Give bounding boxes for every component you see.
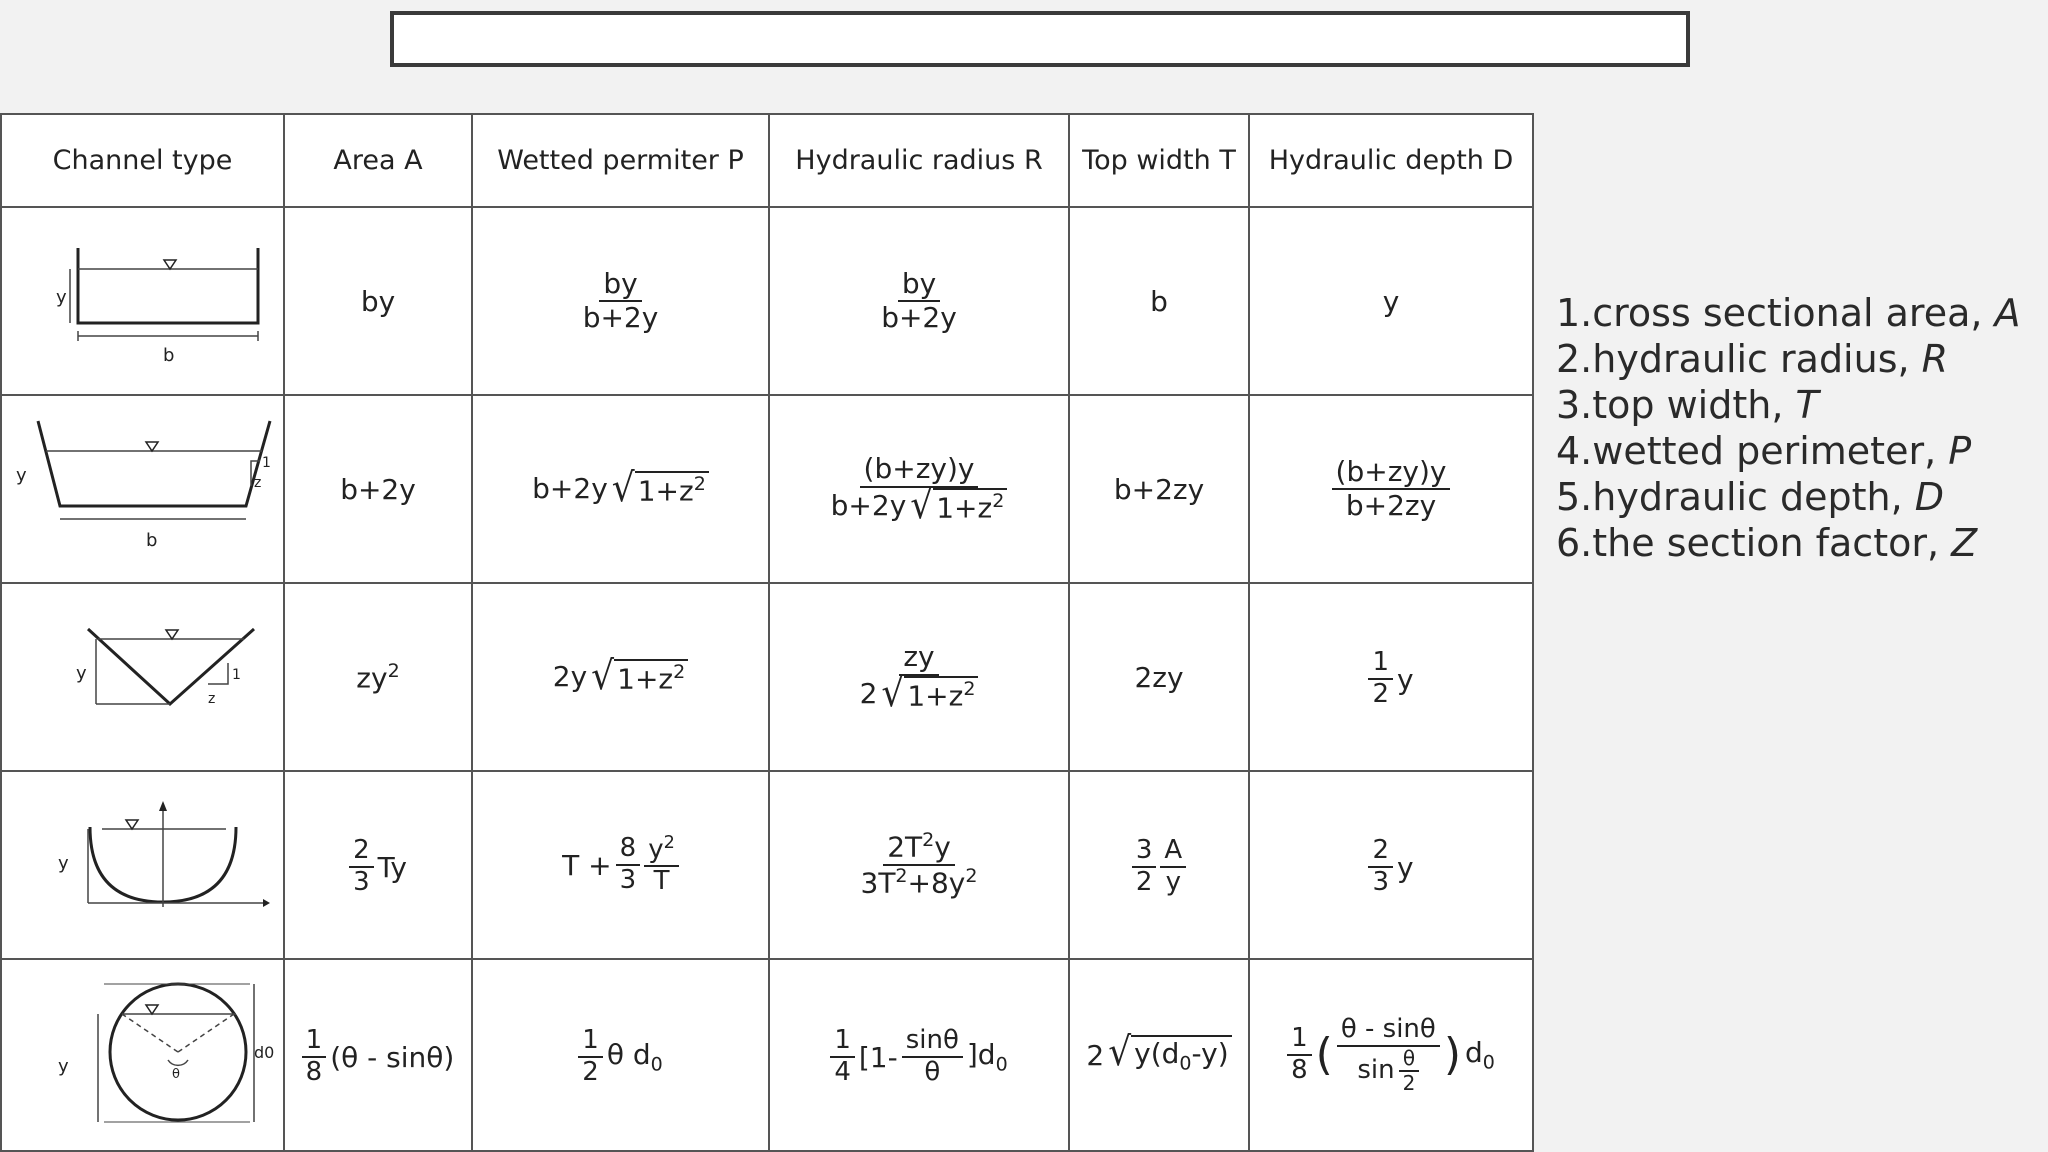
note-item: 3.top width, T — [1556, 383, 1819, 427]
table-row-rectangular — [1, 207, 1533, 395]
svg-text:d0: d0 — [253, 1042, 274, 1062]
rectangular-channel-diagram — [1, 207, 284, 395]
circ-top-width: 2 √ $y(d_0-y)$ — [1069, 959, 1249, 1151]
para-perimeter: T + $\frac{8}{3}$ $\frac{y^2}{T}$ — [472, 771, 769, 959]
svg-text:b: b — [162, 344, 174, 366]
para-area: $\frac{2}{3}$ Ty — [284, 771, 472, 959]
circ-radius: $\frac{1}{4}$ [1- $\frac{\sin\theta}{\theta}$ ]$d_0$ — [769, 959, 1069, 1151]
table-row-triangular — [1, 583, 1533, 771]
rect-depth: y — [1249, 207, 1533, 395]
table-row-trapezoidal — [1, 395, 1533, 583]
note-item: 6.the section factor, Z — [1556, 521, 1978, 565]
trapezoidal-channel-diagram — [1, 395, 284, 583]
circ-perimeter: $\frac{1}{2}$ θ $d_0$ — [472, 959, 769, 1151]
rectangular-channel-icon — [18, 223, 268, 373]
svg-text:y: y — [57, 852, 69, 874]
trapezoidal-channel-icon — [8, 411, 278, 561]
note-item: 4.wetted perimeter, P — [1556, 429, 1972, 473]
para-radius: $\frac{2T^2y}{3T^2+8y^2}$ — [769, 771, 1069, 959]
channel-formula-table — [0, 113, 1534, 1152]
table-row-circular — [1, 959, 1533, 1151]
para-top-width: $\frac{3}{2}$ $\frac{A}{y}$ — [1069, 771, 1249, 959]
parabolic-channel-diagram — [1, 771, 284, 959]
header-hydraulic-depth: Hydraulic depth D — [1249, 114, 1533, 207]
circular-channel-icon — [18, 972, 274, 1132]
svg-text:θ: θ — [171, 1066, 180, 1082]
tri-depth: $\frac{1}{2}$ y — [1249, 583, 1533, 771]
tri-area: $zy^2$ — [284, 583, 472, 771]
trap-area: b+2y — [284, 395, 472, 583]
svg-text:y: y — [55, 286, 67, 308]
header-wetted-perimeter: Wetted permiter P — [472, 114, 769, 207]
title-box — [390, 11, 1690, 67]
tri-radius: zy 2 √ $1+z^2$ — [769, 583, 1069, 771]
circular-channel-diagram — [1, 959, 284, 1151]
trap-depth: $\frac{(b+zy)y}{b+2zy}$ — [1249, 395, 1533, 583]
svg-text:z: z — [207, 690, 215, 707]
notes-list — [1556, 290, 2021, 566]
note-item: 5.hydraulic depth, D — [1556, 475, 1945, 519]
header-top-width: Top width T — [1069, 114, 1249, 207]
circ-area: $\frac{1}{8}$ (θ - sinθ) — [284, 959, 472, 1151]
triangular-channel-diagram — [1, 583, 284, 771]
svg-text:z: z — [253, 474, 261, 491]
triangular-channel-icon — [18, 599, 268, 749]
svg-text:1: 1 — [231, 666, 241, 683]
header-channel-type: Channel type — [1, 114, 284, 207]
note-item: 2.hydraulic radius, R — [1556, 337, 1949, 381]
tri-top-width: 2zy — [1069, 583, 1249, 771]
svg-text:y: y — [57, 1055, 69, 1077]
trap-perimeter: b+2y √ $1+z^2$ — [472, 395, 769, 583]
rect-radius: $\frac{by}{b+2y}$ — [769, 207, 1069, 395]
header-area: Area A — [284, 114, 472, 207]
note-item: 1.cross sectional area, A — [1556, 291, 2021, 335]
tri-perimeter: 2y √ $1+z^2$ — [472, 583, 769, 771]
parabolic-channel-icon — [18, 787, 268, 937]
svg-text:y: y — [75, 662, 87, 684]
header-row — [1, 114, 1533, 207]
trap-top-width: b+2zy — [1069, 395, 1249, 583]
circ-depth: $\frac{1}{8}$ ( θ - sinθ sin $\frac{\theta}{2}$ ) $d_0$ — [1249, 959, 1533, 1151]
trap-radius: (b+zy)y b+2y √ $1+z^2$ — [769, 395, 1069, 583]
header-hydraulic-radius: Hydraulic radius R — [769, 114, 1069, 207]
rect-perimeter: $\frac{by}{b+2y}$ — [472, 207, 769, 395]
table-row-parabolic — [1, 771, 1533, 959]
svg-text:b: b — [145, 529, 157, 551]
para-depth: $\frac{2}{3}$ y — [1249, 771, 1533, 959]
svg-text:1: 1 — [261, 454, 271, 471]
rect-area: by — [284, 207, 472, 395]
svg-text:y: y — [15, 464, 27, 486]
rect-top-width: b — [1069, 207, 1249, 395]
